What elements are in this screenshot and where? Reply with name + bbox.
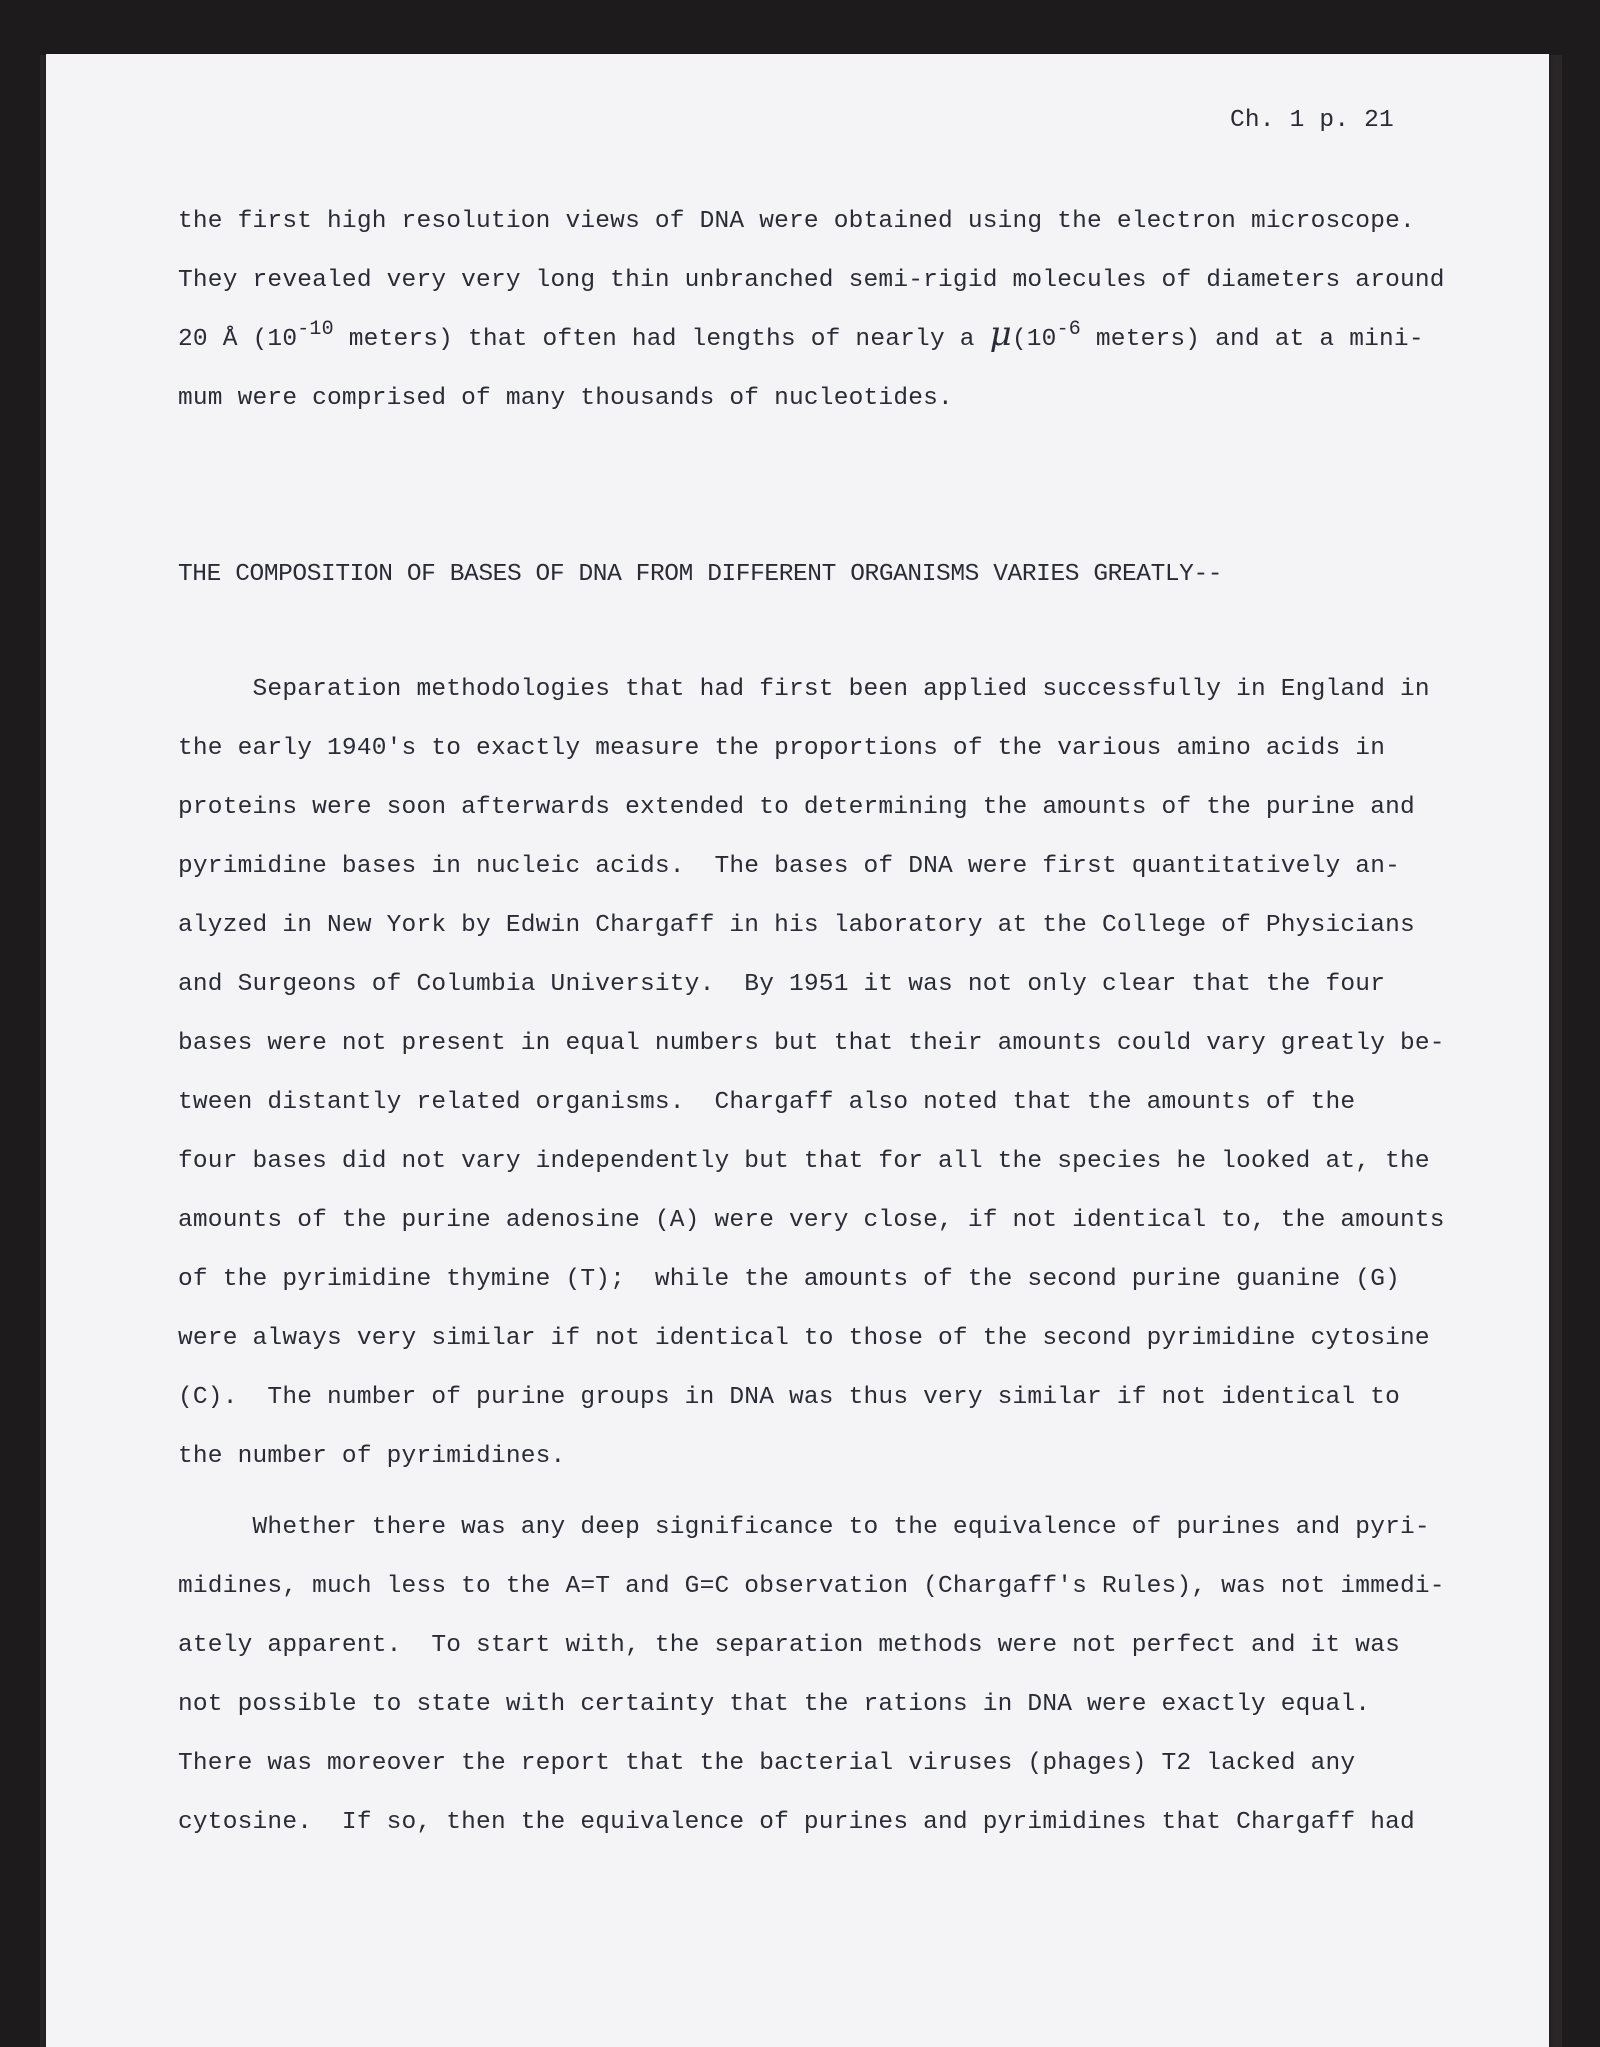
text-run: 20 Å (10 <box>178 326 298 353</box>
text-line: There was moreover the report that the bacterial viruses (phages) T2 lacked any <box>178 1750 1356 1777</box>
text-line: the number of pyrimidines. <box>178 1443 566 1470</box>
exponent: -6 <box>1056 318 1081 341</box>
text-line: They revealed very very long thin unbranched semi-rigid molecules of diameters around <box>178 267 1445 294</box>
text-line: bases were not present in equal numbers but that their amounts could vary greatly be- <box>178 1030 1445 1057</box>
text-line: the early 1940's to exactly measure the proportions of the various amino acids in <box>178 735 1386 762</box>
text-line: Separation methodologies that had first been applied successfully in England in <box>178 676 1430 703</box>
text-line: the first high resolution views of DNA were obtained using the electron microscope. <box>178 208 1415 235</box>
text-line: Whether there was any deep significance to the equivalence of purines and pyri- <box>178 1514 1430 1541</box>
text-line: midines, much less to the A=T and G=C observation (Chargaff's Rules), was not immedi- <box>178 1573 1445 1600</box>
text-line: tween distantly related organisms. Chargaff also noted that the amounts of the <box>178 1089 1356 1116</box>
text-line: mum were comprised of many thousands of nucleotides. <box>178 385 953 412</box>
exponent: -10 <box>297 318 334 341</box>
text-line: were always very similar if not identical to those of the second pyrimidine cytosine <box>178 1325 1430 1352</box>
text-run: (10 <box>1011 326 1057 353</box>
text-line: four bases did not vary independently but that for all the species he looked at, the <box>178 1148 1430 1175</box>
text-run: meters) and at a mini- <box>1080 326 1424 353</box>
page-number: Ch. 1 p. 21 <box>1230 107 1394 134</box>
text-line: alyzed in New York by Edwin Chargaff in his laboratory at the College of Physicians <box>178 912 1415 939</box>
text-line: proteins were soon afterwards extended to determining the amounts of the purine and <box>178 794 1415 821</box>
text-run: meters) that often had lengths of nearly a <box>333 326 990 353</box>
text-line: of the pyrimidine thymine (T); while the amounts of the second purine guanine (G) <box>178 1266 1400 1293</box>
text-line: ately apparent. To start with, the separation methods were not perfect and it was <box>178 1632 1400 1659</box>
text-line: not possible to state with certainty that the rations in DNA were exactly equal. <box>178 1691 1371 1718</box>
text-line-with-exponents <box>178 314 1424 355</box>
section-heading: THE COMPOSITION OF BASES OF DNA FROM DIFFERENT ORGANISMS VARIES GREATLY-- <box>178 561 1223 588</box>
text-line: cytosine. If so, then the equivalence of purines and pyrimidines that Chargaff had <box>178 1809 1415 1836</box>
handwritten-mu-symbol: μ <box>989 314 1012 354</box>
text-line: amounts of the purine adenosine (A) were very close, if not identical to, the amounts <box>178 1207 1445 1234</box>
text-line: pyrimidine bases in nucleic acids. The bases of DNA were first quantitatively an- <box>178 853 1400 880</box>
text-line: and Surgeons of Columbia University. By 1951 it was not only clear that the four <box>178 971 1386 998</box>
text-line: (C). The number of purine groups in DNA was thus very similar if not identical to <box>178 1384 1400 1411</box>
